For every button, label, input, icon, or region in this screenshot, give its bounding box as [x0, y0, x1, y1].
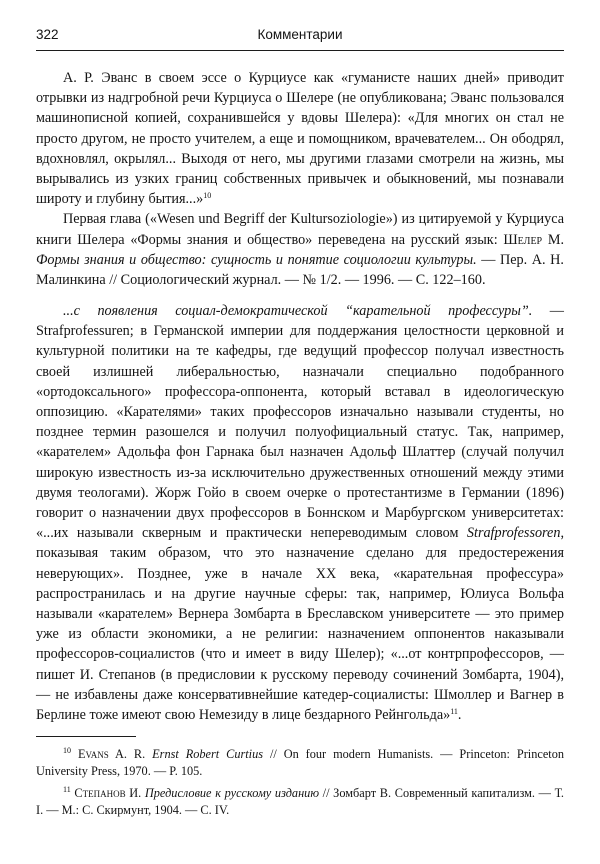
- paragraph-evans-text: А. Р. Эванс в своем эссе о Курциусе как «гуманисте наших дней» приводит отрывки из надгробной речи Курциуса о Шелере (не опубликована; Эванс пользовался машинописной копией, сохранившейся у вдовы Шелера): «Для многих он стал не просто другом, не просто учителем, а еще и помощником, врачевателем... Он ободрял, вдохновлял, окрылял... Выходя от него, мы другими глазами смотрели на жизнь, мы вырывались из узких границ собственных привычек и обыкновений, мы познавали широту и глубину бытия...»: [36, 70, 564, 208]
- paragraph-first-chapter: [36, 209, 564, 290]
- footnote-ref-11: 11: [450, 707, 458, 717]
- footnote-author: Evans A. R.: [77, 747, 146, 761]
- header-rule: [36, 50, 564, 51]
- paragraph-first-chapter-text: Первая глава («Wesen und Begriff der Kultursoziologie») из цитируемой у Курциуса книги Шелера «Формы знания и общество» переведена на русский язык:: [36, 211, 564, 248]
- footnote-title: Предисловие к русскому изданию: [144, 786, 319, 800]
- footnote-number: 11: [63, 785, 71, 794]
- paragraph-strafprofessur-text-a: — Strafprofessuren; в Германской империи для поддержания целостности церковной и культурной политики на те кафедры, где ведущий профессор получал известность своей излишней либеральностью, назначали специально подобранного «ортодоксального» профессора-оппонента, который вставал в идеологическую оппозицию. «Карателями» таких профессоров изначально называли студенты, но позднее термин разошелся и получил полуофициальный статус. Так, например, «карателем» Адольфа фон Гарнака был назначен Адольф Шлаттер (случай получил широкую известность из-за исключительно дружественных отношений между этими двумя теологами). Жорж Гойо в своем очерке о протестантизме в Германии (1896) говорит о назначении двух профессоров в Боннском и Марбургском университетах: «...их называли скверным и практически непереводимым словом: [36, 303, 564, 542]
- footnote-author: Степанов И.: [74, 786, 142, 800]
- citation-details: — Пер. А. Н. Малинкина // Социологический журнал. — № 1/2. — 1996. — С. 122–160.: [36, 251, 564, 289]
- citation-author: Шелер М.: [503, 231, 565, 248]
- footnotes: [36, 746, 564, 824]
- footnote-number: 10: [63, 746, 71, 755]
- commentary-block-1: [36, 68, 564, 290]
- page-number: 322: [36, 27, 59, 42]
- footnote-title: Ernst Robert Curtius: [152, 747, 264, 761]
- footnote-rest: // Зомбарт В. Современный капитализм. — Т. I. — М.: С. Скирмунт, 1904. — С. IV.: [36, 786, 565, 817]
- term-strafprofessoren: Strafprofessoren: [466, 525, 561, 542]
- footnote-11: [36, 785, 564, 819]
- citation-title: Формы знания и общество: сущность и понятие социологии культуры.: [36, 251, 477, 268]
- footnote-ref-10: 10: [203, 191, 212, 201]
- running-head: Комментарии: [257, 27, 343, 42]
- footnote-separator: [36, 736, 136, 737]
- paragraph-evans: [36, 68, 564, 209]
- paragraph-strafprofessur-text-b: , показывая таким образом, что это назначение сделано для предостережения неверующих». Позднее, уже в начале XX века, «карательная профессура» распространилась и на другие научные сферы: так, например, Юлиуса Вольфа называли «карателем» Вернера Зомбарта в Бреславском университете — это пример уже из области экономики, а не религии: назначением оппонентов наказывали профессоров-социалистов (что и имеет в виду Шелер); «...от контрпрофессоров, — пишет И. Степанов (в предисловии к русскому переводу сочинений Зомбарта, 1904), — не избавлены даже консервативнейшие катедер-социалисты: Шмоллер и Вагнер в Берлине тоже имеют свою Немезиду в лице бездарного Рейнгольда»: [36, 525, 564, 724]
- lemma: ...с появления социал-демократической “карательной профессуры”.: [63, 303, 533, 319]
- page-header: [36, 27, 564, 47]
- footnote-rest: // On four modern Humanists. — Princeton: Princeton University Press, 1970. — P. 105.: [36, 747, 564, 778]
- paragraph-strafprofessur-end: .: [457, 707, 462, 724]
- footnote-10: [36, 746, 564, 780]
- commentary-block-2: [36, 301, 564, 725]
- paragraph-strafprofessur: [36, 301, 564, 725]
